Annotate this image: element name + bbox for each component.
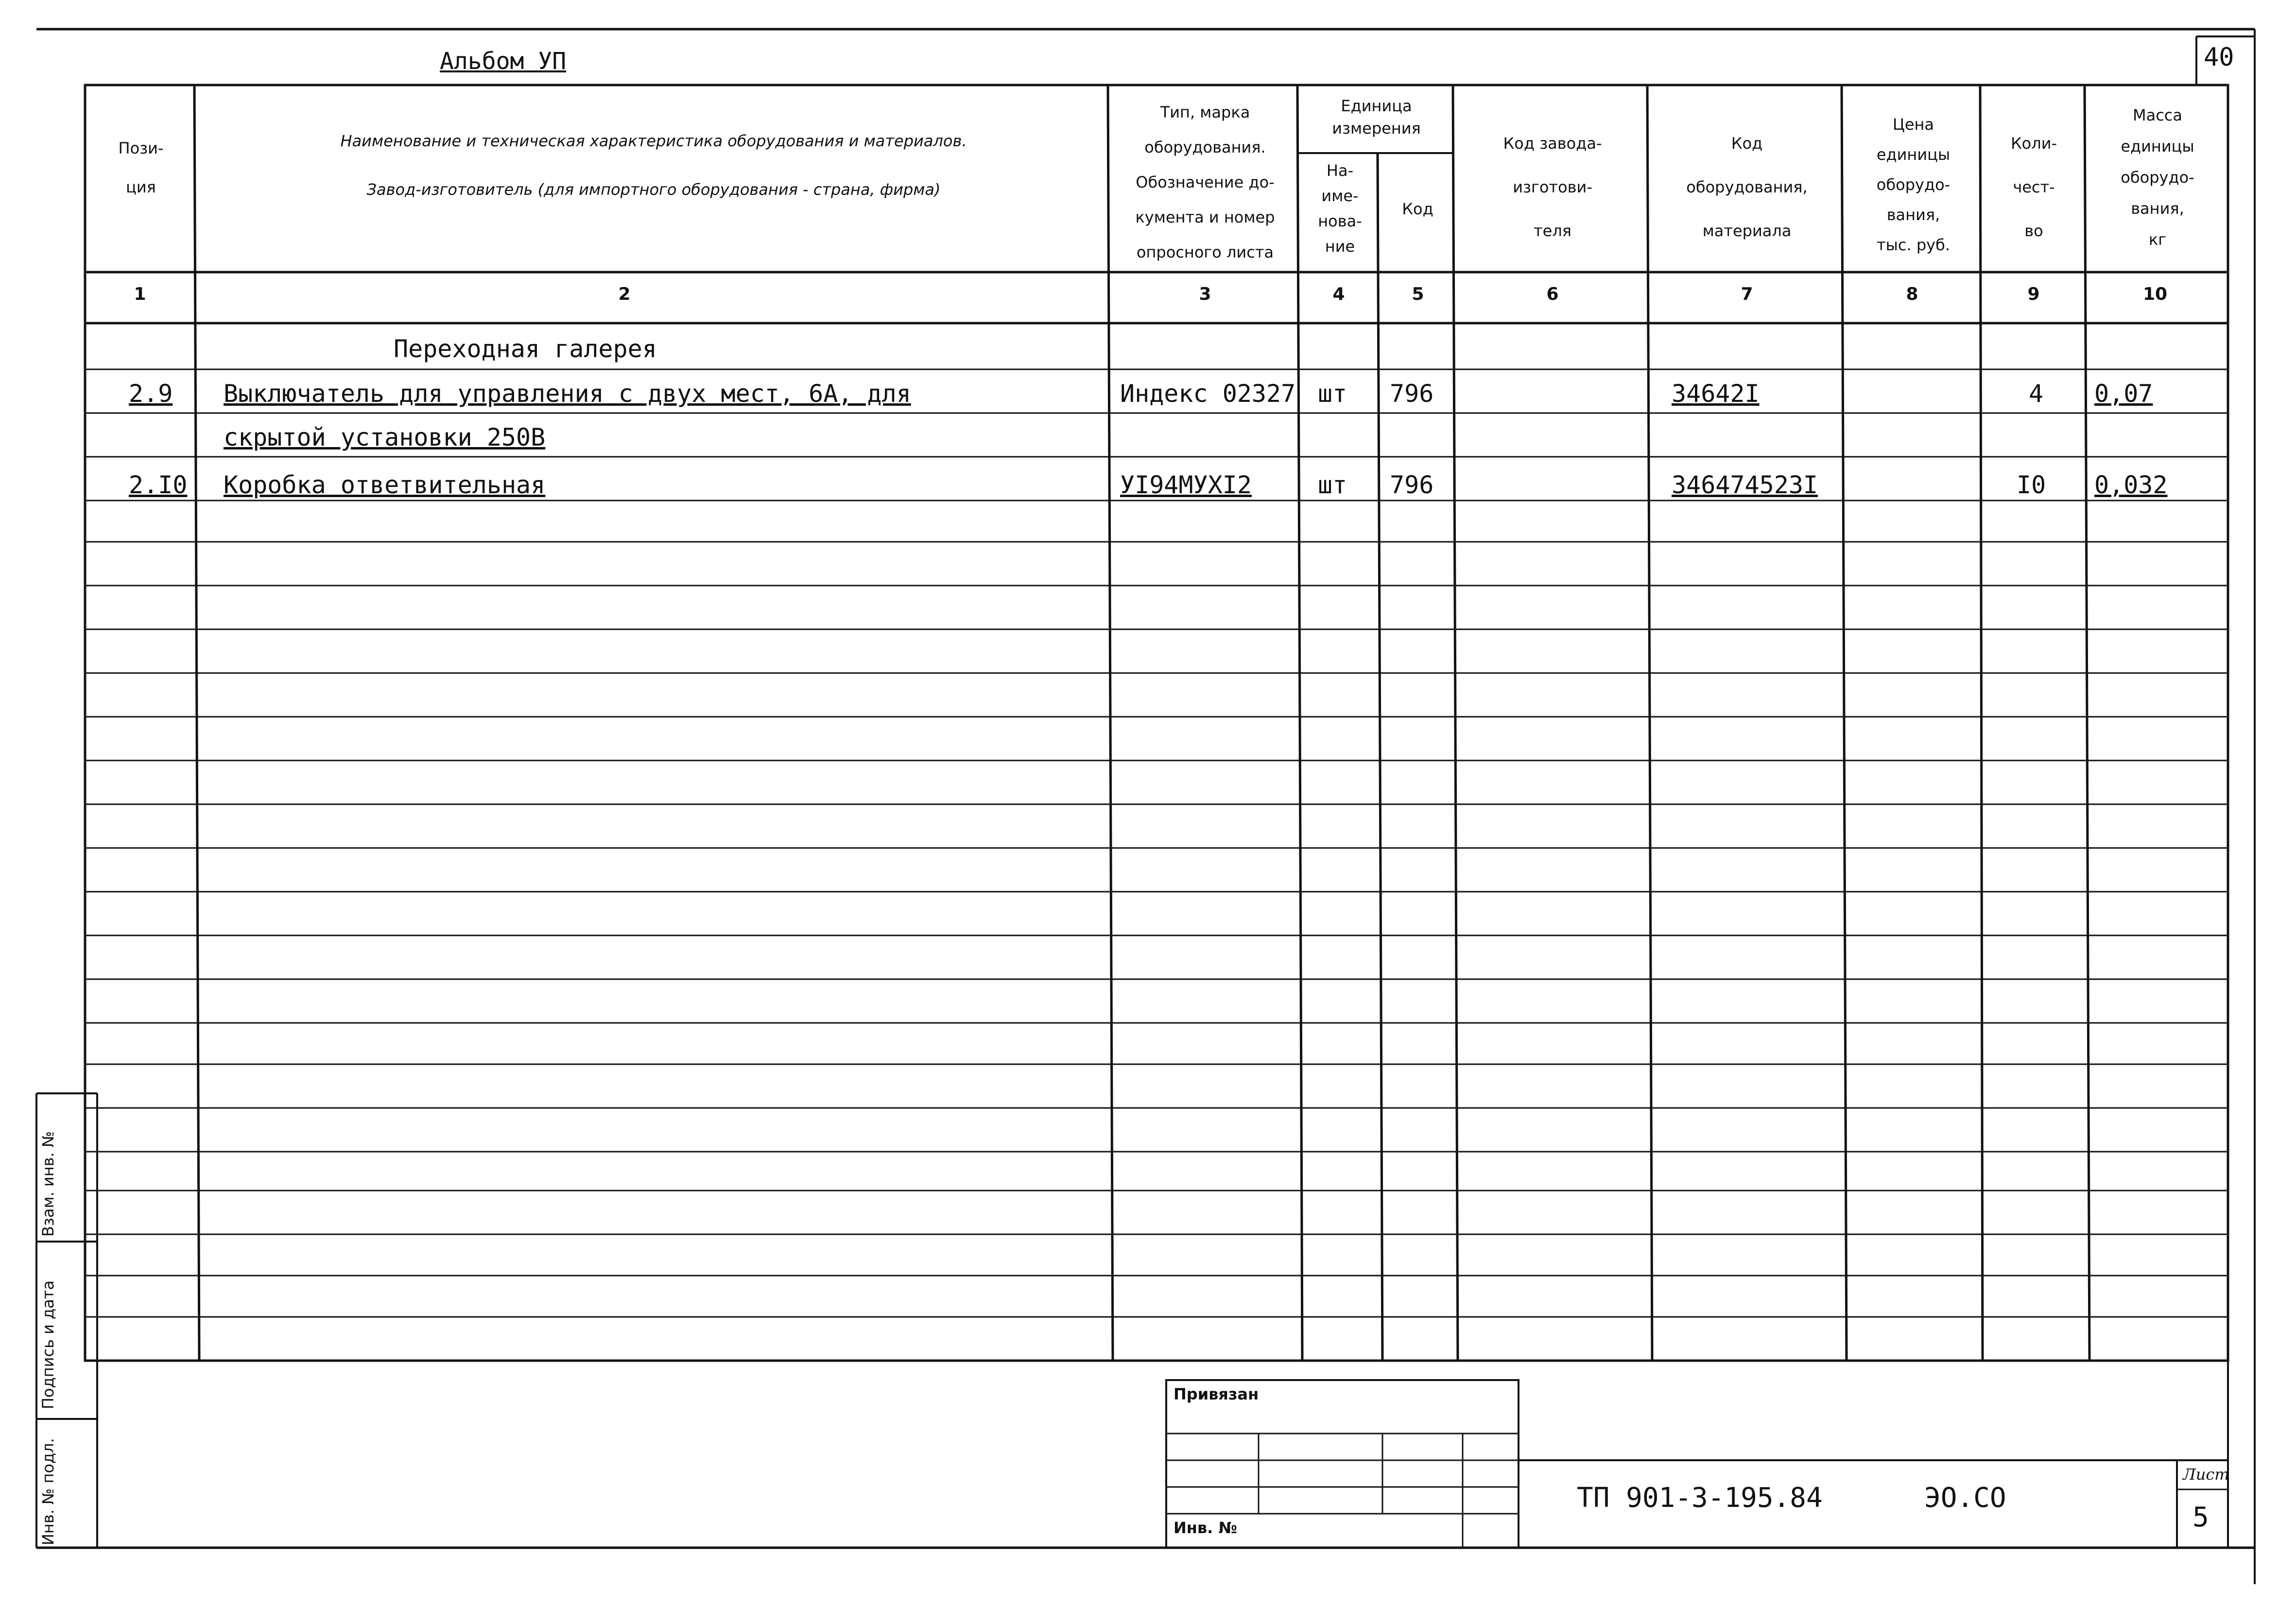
sheet-label: Лист [2183, 1465, 2229, 1484]
row-mass: 0,032 [2094, 471, 2168, 499]
col-number: 1 [134, 284, 146, 304]
row-code: 346474523I [1672, 471, 1818, 499]
row-unit: шт [1318, 471, 1347, 499]
header-name-b: Завод-изготовитель (для импортного оборудования - страна, фирма) [366, 180, 941, 199]
col-number: 8 [1906, 284, 1918, 304]
stamp-inventory: Инв. № [1174, 1519, 1237, 1537]
side-label-inventory: Инв. № подл. [39, 1438, 57, 1545]
side-label-replaced: Взам. инв. № [39, 1131, 57, 1237]
col-number: 7 [1741, 284, 1753, 304]
row-type: УI94МУХI2 [1120, 471, 1252, 499]
row-code: 34642I [1672, 380, 1760, 408]
row-quantity: 4 [2029, 380, 2044, 408]
header-mass: Масса единицы оборудо- вания, кг [2121, 106, 2194, 249]
header-quantity: Коли- чест- во [2010, 134, 2057, 240]
doc-designation: ТП 901-3-195.84 [1577, 1482, 1823, 1514]
row-name: Коробка ответвительная [224, 471, 546, 499]
col-number: 2 [618, 284, 631, 304]
col-number: 9 [2027, 284, 2040, 304]
row-type: Индекс 02327 [1120, 380, 1296, 408]
section-title: Переходная галерея [394, 335, 657, 363]
sheet-number: 5 [2192, 1502, 2209, 1533]
side-label-signature: Подпись и дата [39, 1280, 57, 1409]
header-unit-name: На- име- нова- ние [1318, 161, 1362, 256]
row-position: 2.I0 [129, 471, 188, 499]
col-number: 6 [1546, 284, 1559, 304]
header-unit: Единица измерения [1332, 97, 1421, 138]
corner-sheet-number: 40 [2204, 43, 2234, 72]
doc-code: ЭО.СО [1924, 1482, 2006, 1514]
header-price: Цена единицы оборудо- вания, тыс. руб. [1876, 115, 1951, 254]
stamp-privyazan: Привязан [1174, 1385, 1259, 1403]
header-name-a: Наименование и техническая характеристика оборудования и материалов. [340, 132, 967, 150]
row-unit-code: 796 [1390, 471, 1434, 499]
album-title: Альбом УП [440, 48, 567, 75]
row-name-continued: скрытой установки 250В [224, 423, 546, 451]
row-unit-code: 796 [1390, 380, 1434, 408]
col-number: 5 [1412, 284, 1424, 304]
header-position: Пози- ция [118, 139, 164, 196]
row-unit: шт [1318, 380, 1347, 408]
row-position: 2.9 [129, 380, 173, 408]
header-type: Тип, марка оборудования. Обозначение до- кумента и номер опросного листа [1135, 103, 1275, 261]
col-number: 10 [2142, 284, 2168, 304]
row-quantity: I0 [2017, 471, 2046, 499]
header-equipment-code: Код оборудования, материала [1686, 134, 1808, 240]
header-maker-code: Код завода- изготови- теля [1503, 134, 1602, 240]
col-number: 4 [1332, 284, 1345, 304]
col-number: 3 [1199, 284, 1211, 304]
header-unit-code: Код [1402, 200, 1433, 218]
row-mass: 0,07 [2094, 380, 2153, 408]
row-name: Выключатель для управления с двух мест, 6А, для [224, 380, 911, 408]
